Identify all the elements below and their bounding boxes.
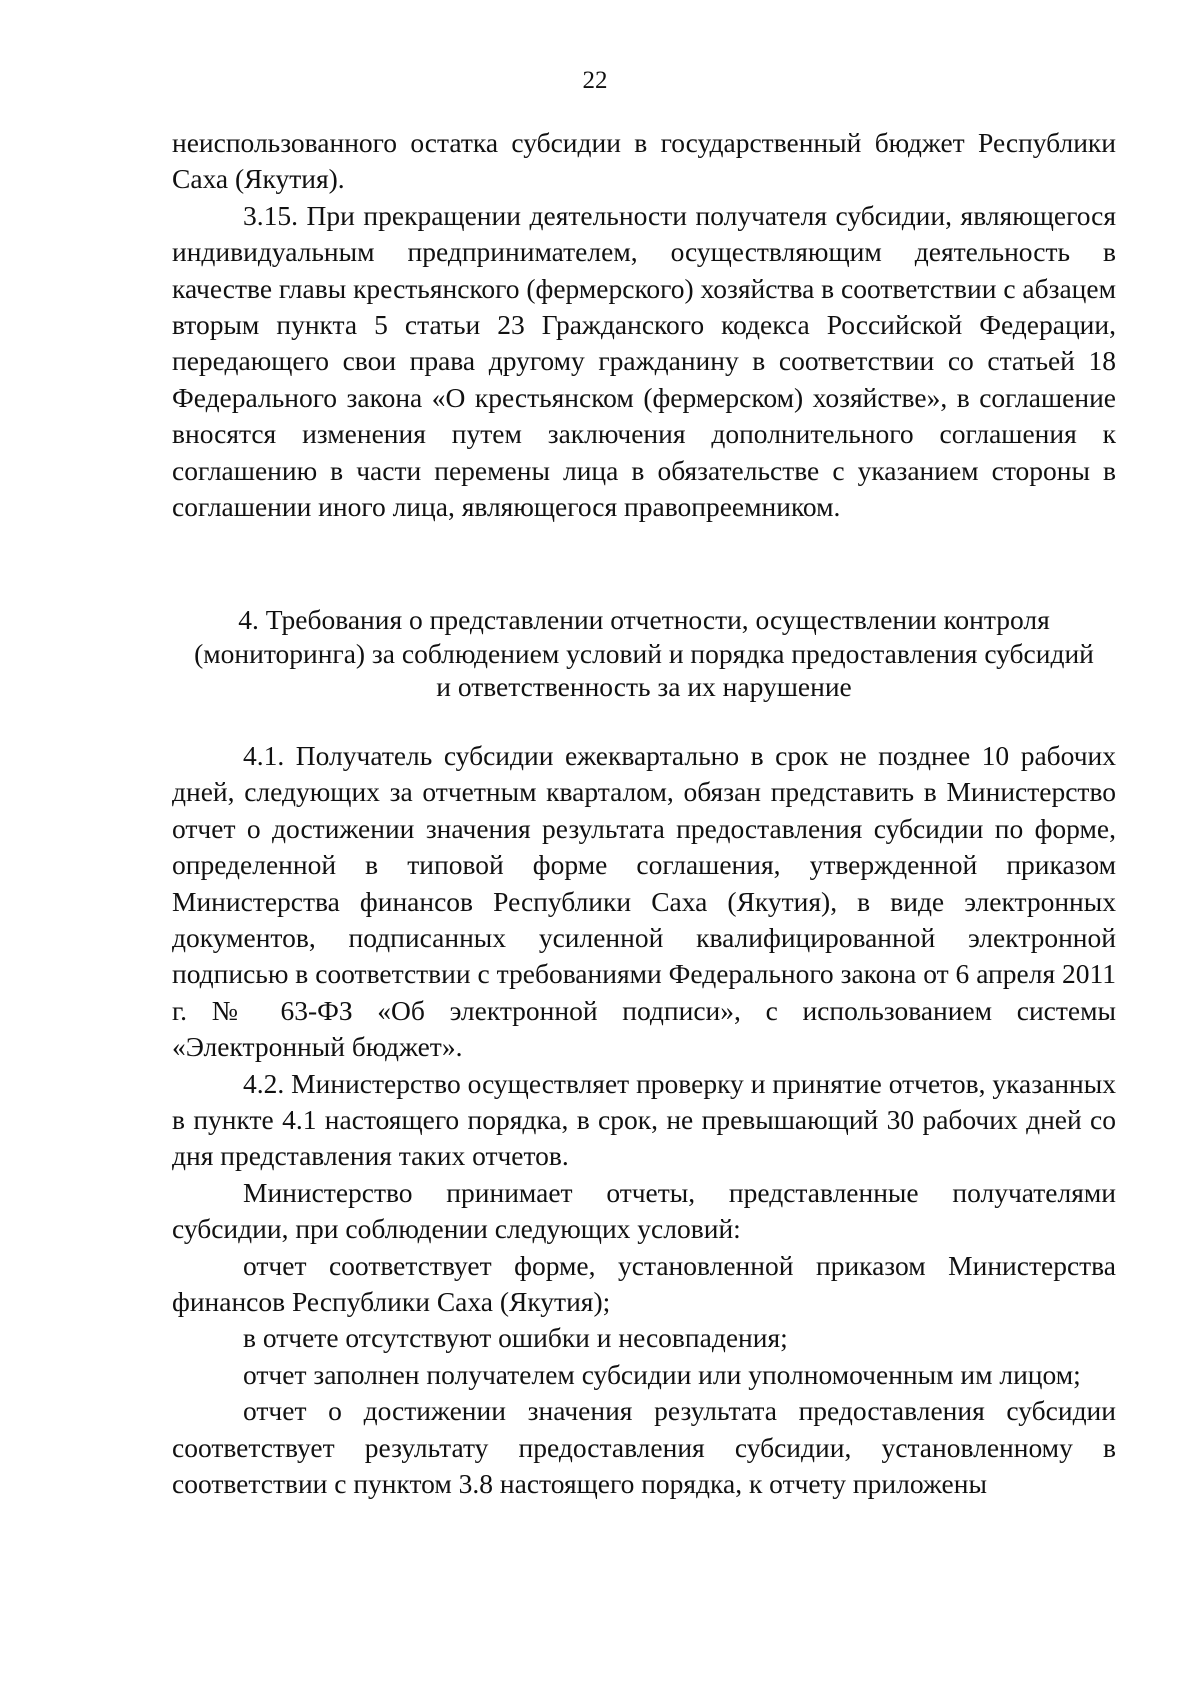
paragraph-4-2: 4.2. Министерство осуществляет проверку и принятие отчетов, указанных в пункте 4.1 настоящего порядка, в срок, не превышающий 30 рабочих дней со дня представления таких отчетов.: [172, 1067, 1116, 1172]
list-item-condition-form: отчет соответствует форме, установленной приказом Министерства финансов Республики Саха (Якутия);: [172, 1249, 1116, 1318]
paragraph-3-15: 3.15. При прекращении деятельности получателя субсидии, являющегося индивидуальным предпринимателем, осуществляющим деятельность в качестве главы крестьянского (фермерского) хозяйства в соответствии с абзацем вторым пункта 5 статьи 23 Гражданского кодекса Российской Федерации, передающего свои права другому гражданину в соответствии со статьей 18 Федерального закона «О крестьянском (фермерском) хозяйстве», в соглашение вносятся изменения путем заключения дополнительного соглашения к соглашению в части перемены лица в обязательстве с указанием стороны в соглашении иного лица, являющегося правопреемником.: [172, 199, 1116, 523]
list-item-condition-result: отчет о достижении значения результата предоставления субсидии соответствует результату предоставления субсидии, установленному в соответствии с пунктом 3.8 настоящего порядка, к отчету приложены: [172, 1395, 1116, 1500]
section-heading-line: (мониторинга) за соблюдением условий и порядка предоставления субсидий: [194, 637, 1094, 669]
section-heading-line: и ответственность за их нарушение: [436, 671, 852, 703]
paragraph-4-1: 4.1. Получатель субсидии ежеквартально в срок не позднее 10 рабочих дней, следующих за отчетным кварталом, обязан представить в Министерство отчет о достижении значения результата предоставления субсидии по форме, определенной в типовой форме соглашения, утвержденной приказом Министерства финансов Республики Саха (Якутия), в виде электронных документов, подписанных усиленной квалифицированной электронной подписью в соответствии с требованиями Федерального закона от 6 апреля 2011 г. № 63-ФЗ «Об электронной подписи», с использованием системы «Электронный бюджет».: [172, 739, 1116, 1063]
section-heading-4: [172, 603, 1116, 704]
paragraph-acceptance-conditions: Министерство принимает отчеты, представленные получателями субсидии, при соблюдении следующих условий:: [172, 1176, 1116, 1245]
page-number: 22: [582, 67, 608, 94]
paragraph-remainder-3-14: неиспользованного остатка субсидии в государственный бюджет Республики Саха (Якутия).: [172, 127, 1116, 195]
document-body: [172, 125, 1116, 1503]
list-item-condition-no-errors: в отчете отсутствуют ошибки и несовпадения;: [243, 1322, 788, 1354]
list-item-condition-filled-by: отчет заполнен получателем субсидии или уполномоченным им лицом;: [243, 1358, 1081, 1390]
section-heading-line: 4. Требования о представлении отчетности, осуществлении контроля: [238, 604, 1050, 636]
